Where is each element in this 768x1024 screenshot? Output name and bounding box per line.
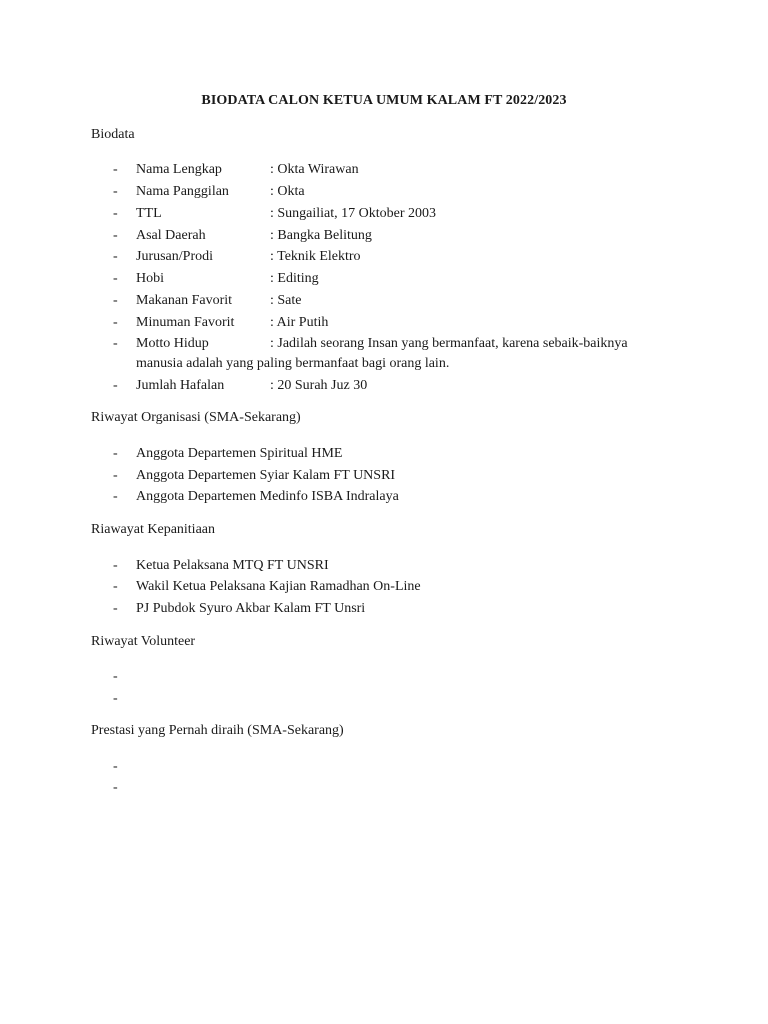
list-dash: - [113,378,118,393]
section-heading-volunteer: Riwayat Volunteer [91,634,196,649]
list-dash: - [113,558,118,573]
biodata-value: : Sate [270,293,302,308]
section-heading-prestasi: Prestasi yang Pernah diraih (SMA-Sekarang) [91,723,344,738]
list-dash: - [113,162,118,177]
biodata-label: Asal Daerah [136,228,206,243]
document-title: BIODATA CALON KETUA UMUM KALAM FT 2022/2023 [201,93,567,108]
list-dash: - [113,271,118,286]
biodata-value: : Sungailiat, 17 Oktober 2003 [270,206,437,221]
biodata-value: : Editing [270,271,319,286]
biodata-value: : Air Putih [270,315,329,330]
biodata-value: : Teknik Elektro [270,249,361,264]
biodata-label: Nama Lengkap [136,162,222,177]
list-dash: - [113,468,118,483]
section-heading-kepanitiaan: Riawayat Kepanitiaan [91,522,216,537]
biodata-value: : 20 Surah Juz 30 [270,378,368,393]
biodata-label: Motto Hidup [136,336,209,351]
biodata-label: Jumlah Hafalan [136,378,225,393]
list-dash: - [113,249,118,264]
list-dash: - [113,489,118,504]
biodata-value: : Bangka Belitung [270,228,372,243]
biodata-value: : Okta Wirawan [270,162,359,177]
section-heading-biodata: Biodata [91,127,135,142]
list-dash: - [113,315,118,330]
list-dash: - [113,691,118,706]
list-item-text: Anggota Departemen Syiar Kalam FT UNSRI [136,468,396,483]
biodata-label: Makanan Favorit [136,293,233,308]
list-dash: - [113,293,118,308]
list-dash: - [113,601,118,616]
biodata-value: : Okta [270,184,305,199]
biodata-label: Nama Panggilan [136,184,229,199]
biodata-label: Jurusan/Prodi [136,249,213,264]
list-dash: - [113,759,118,774]
list-dash: - [113,336,118,351]
biodata-label: Hobi [136,271,164,286]
biodata-value: : Jadilah seorang Insan yang bermanfaat, karena sebaik-baiknya [270,336,628,351]
motto-continuation: manusia adalah yang paling bermanfaat bagi orang lain. [136,356,450,371]
list-dash: - [113,184,118,199]
list-dash: - [113,446,118,461]
list-dash: - [113,228,118,243]
list-dash: - [113,206,118,221]
list-item-text: Wakil Ketua Pelaksana Kajian Ramadhan On-Line [136,579,421,594]
list-item-text: Ketua Pelaksana MTQ FT UNSRI [136,558,329,573]
section-heading-organisasi: Riwayat Organisasi (SMA-Sekarang) [91,410,301,425]
list-item-text: PJ Pubdok Syuro Akbar Kalam FT Unsri [136,601,366,616]
biodata-label: Minuman Favorit [136,315,235,330]
list-dash: - [113,579,118,594]
list-dash: - [113,780,118,795]
list-dash: - [113,669,118,684]
list-item-text: Anggota Departemen Spiritual HME [136,446,343,461]
list-item-text: Anggota Departemen Medinfo ISBA Indralaya [136,489,399,504]
biodata-label: TTL [136,206,162,221]
